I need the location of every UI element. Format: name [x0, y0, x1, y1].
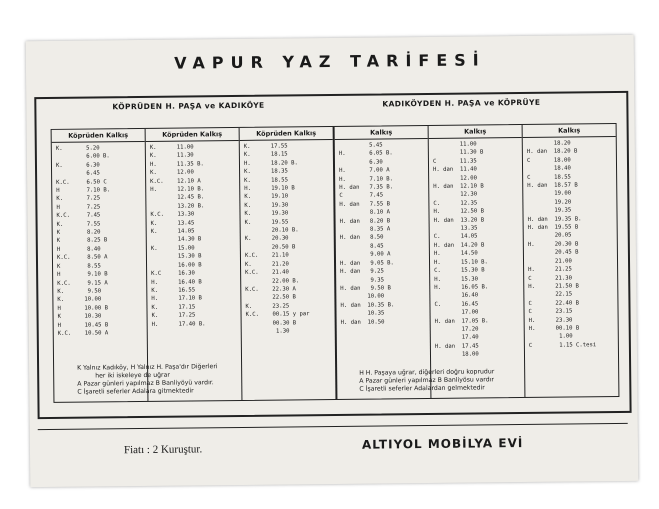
- note-line: A Pazar günleri yapılmaz B Banliyösu vardır: [359, 376, 494, 385]
- column-header: Kalkış: [523, 124, 616, 138]
- timetable-row: 14.30 B: [150, 236, 202, 244]
- column-header: Kalkış: [335, 126, 428, 140]
- timetable-row: 20.10 B.: [244, 227, 299, 234]
- timetable-row: K. 5.20: [55, 145, 100, 152]
- note-line: A Pazar günleri yapılmaz B Banliyöyü vardır.: [77, 379, 214, 388]
- timetable-row: 8.45: [339, 243, 384, 250]
- timetable-row: H. dan 19.55 B: [527, 224, 579, 232]
- section-heading-right: KADIKÖYDEN H. PAŞA ve KÖPRÜYE: [382, 97, 541, 109]
- timetable-row: 19.35: [527, 207, 572, 215]
- timetable-row: H. 23.30: [528, 317, 573, 324]
- timetable-row: K. 19.30: [244, 202, 289, 209]
- timetable-row: C. 12.35: [433, 200, 478, 207]
- timetable-row: K. 17.15: [151, 304, 196, 311]
- notes-right: [359, 368, 494, 393]
- timetable-row: H 8.40: [56, 246, 101, 253]
- timetable-row: K.C. 21.40: [245, 269, 289, 277]
- timetable-row: 22.15: [528, 291, 573, 299]
- timetable-row: 9.00 A: [339, 251, 391, 259]
- timetable-row: H 7.10 B.: [56, 187, 111, 194]
- timetable-row: 9.35: [340, 276, 385, 284]
- timetable-row: 18.40: [527, 165, 571, 173]
- timetable-row: K.C. 7.45: [56, 212, 101, 220]
- timetable-row: H. dan 12.10 B: [433, 183, 484, 190]
- column-body: [335, 139, 431, 399]
- timetable-row: K. 11.00: [149, 144, 194, 151]
- timetable-row: H. dan 14.20 B: [433, 242, 485, 249]
- timetable-row: C. 15.30 B: [434, 267, 485, 275]
- timetable-row: H. 7.10 B.: [339, 175, 394, 183]
- column-2: [146, 128, 243, 401]
- timetable-row: H. dan 17.45: [434, 343, 479, 350]
- timetable-row: H. dan 7.55 B: [339, 201, 390, 208]
- timetable-row: K. 11.30: [149, 152, 194, 160]
- timetable-row: K. 10.00: [57, 296, 102, 304]
- timetable-row: K. 13.45: [150, 220, 195, 227]
- timetable-row: K 10.30: [57, 313, 102, 321]
- timetable-row: 8.35 A: [339, 226, 391, 233]
- timetable-table: [51, 123, 620, 403]
- timetable-row: K.C 16.30: [151, 270, 195, 277]
- timetable-row: 11.30 B: [432, 149, 484, 157]
- timetable-row: 17.20: [434, 326, 479, 333]
- column-1: [52, 129, 149, 402]
- timetable-row: 21.00: [527, 258, 572, 265]
- timetable-row: K.C. 22.30 A: [245, 286, 296, 293]
- timetable-row: K. 19.55: [244, 219, 289, 226]
- timetable-row: K. 6.30: [55, 162, 100, 169]
- column-header: Köprüden Kalkış: [240, 127, 333, 141]
- timetable-row: 1.00: [528, 333, 573, 341]
- timetable-row: H. 11.35 B.: [149, 161, 204, 168]
- timetable-row: 15.30 B: [150, 253, 202, 261]
- timetable-row: H. 17.40 B.: [151, 320, 206, 328]
- timetable-row: C 23.15: [528, 308, 573, 316]
- divider: [38, 423, 628, 430]
- section-heading-left: KÖPRÜDEN H. PAŞA ve KADIKÖYE: [112, 100, 265, 112]
- column-body: [523, 137, 619, 397]
- timetable-row: 12.30: [433, 191, 478, 199]
- timetable-row: K. 23.25: [245, 303, 290, 310]
- note-line: her iki iskeleye de uğrar: [95, 371, 170, 380]
- timetable-row: 5.45: [338, 142, 383, 149]
- column-body: [240, 140, 336, 400]
- timetable-row: K. 18.55: [244, 177, 288, 184]
- column-body: [429, 138, 525, 398]
- timetable-row: 13.35: [433, 225, 478, 232]
- timetable-row: H 9.10 B: [57, 271, 108, 278]
- timetable-row: K. 21.20: [245, 261, 289, 268]
- timetable-row: C 22.40 B: [528, 300, 580, 307]
- timetable-row: 1.30: [245, 328, 290, 335]
- timetable-row: C 18.00: [526, 157, 571, 164]
- timetable-row: 10.00: [340, 293, 385, 301]
- timetable-row: 18.00: [434, 351, 479, 359]
- timetable-row: 6.00 B.: [55, 153, 110, 161]
- timetable-row: K. 16.55: [151, 287, 196, 294]
- timetable-row: K. 7.55: [56, 221, 101, 228]
- timetable-row: H. dan 18.57 B: [527, 182, 578, 189]
- timetable-row: H. 21.50 B: [528, 283, 579, 290]
- column-4: [335, 126, 432, 399]
- timetable-row: K.C. 8.50 A: [56, 254, 108, 262]
- timetable-row: K.C. 9.15 A: [57, 279, 108, 287]
- timetable-row: K.C. 13.30: [150, 211, 195, 219]
- timetable-row: H. 15.30: [434, 275, 479, 283]
- timetable-row: H. dan 17.05 B.: [434, 317, 489, 325]
- timetable-row: H. 14.50: [433, 250, 478, 258]
- timetable-row: 20.45 B: [527, 249, 579, 257]
- timetable-row: H. 00.10 B: [528, 325, 580, 332]
- brand-text: ALTIYOL MOBİLYA EVİ: [361, 436, 524, 452]
- timetable-row: H. dan 9.50 B: [340, 285, 391, 292]
- column-5: [429, 125, 526, 398]
- timetable-row: H. dan 19.35 B.: [527, 216, 582, 223]
- timetable-row: K. 19.30: [244, 210, 289, 218]
- timetable-row: 19.20: [527, 199, 572, 206]
- timetable-row: K.C. 6.50 C: [56, 178, 107, 186]
- timetable-row: 13.20 B.: [150, 203, 205, 210]
- column-body: [52, 142, 148, 402]
- timetable-row: 20.05: [527, 232, 572, 240]
- column-header: Kalkış: [429, 125, 522, 139]
- column-header: Köprüden Kalkış: [52, 129, 145, 143]
- timetable-row: K. 14.05: [150, 228, 195, 235]
- timetable-row: 12.45 B.: [150, 194, 205, 202]
- page-title: VAPUR YAZ TARİFESİ: [174, 50, 486, 73]
- timetable-row: K.C. 10.50 A: [57, 330, 109, 337]
- timetable-row: H. dan 8.20 B: [339, 218, 391, 225]
- timetable-row: H. 15.10 B.: [433, 259, 488, 266]
- timetable-row: 10.35: [340, 310, 385, 318]
- timetable-row: C 21.30: [528, 274, 573, 282]
- timetable-row: H. 21.25: [528, 266, 572, 274]
- timetable-row: K.C. 21.10: [244, 252, 289, 260]
- timetable-row: K. 15.00: [150, 245, 195, 252]
- timetable-row: K. 12.00: [150, 169, 194, 177]
- timetable-row: H. 18.20 B.: [243, 160, 298, 167]
- timetable-row: H. dan 7.35 B.: [339, 184, 394, 191]
- timetable-row: K 8.55: [57, 263, 101, 270]
- timetable-row: H. dan 13.20 B: [433, 217, 485, 224]
- price-text: Fiatı : 2 Kuruştur.: [123, 443, 203, 457]
- timetable-row: 17.00: [434, 309, 479, 317]
- timetable-row: 8.10 A: [339, 209, 391, 217]
- timetable-row: H. dan 10.50: [340, 318, 385, 326]
- timetable-row: H. 12.10 B.: [150, 186, 205, 193]
- timetable-row: C 18.55: [527, 174, 571, 181]
- timetable-row: K.C. 00.15 y par: [245, 311, 310, 319]
- timetable-row: 11.00: [432, 141, 477, 148]
- timetable-row: 22.00 B.: [245, 277, 300, 285]
- timetable-row: 00.30 B: [245, 319, 297, 327]
- column-body: [146, 141, 242, 401]
- timetable-row: K.C. 12.10 A: [150, 177, 201, 185]
- timetable-row: H. dan 8.50: [339, 234, 384, 242]
- timetable-row: 20.50 B: [244, 244, 296, 251]
- timetable-row: H 10.00 B: [57, 305, 109, 312]
- timetable-row: K. 20.30: [244, 235, 289, 243]
- timetable-row: H. 19.10 B: [244, 185, 295, 192]
- notes-left: [77, 363, 218, 396]
- timetable-row: K. 7.25: [56, 195, 101, 203]
- timetable-row: H. 6.05 B.: [338, 150, 393, 158]
- timetable-row: K. 17.25: [151, 312, 196, 320]
- timetable-row: K 8.25 B: [56, 237, 108, 245]
- column-header: Köprüden Kalkış: [146, 128, 239, 142]
- timetable-row: H. 20.30 B: [527, 241, 579, 248]
- timetable-row: H. dan 11.40: [433, 166, 477, 174]
- timetable-row: C 1.15 C.tesi: [528, 341, 597, 349]
- timetable-row: H. 16.40 B: [151, 278, 202, 286]
- timetable-row: K. 18.35: [244, 168, 288, 176]
- timetable-row: 16.40: [434, 292, 479, 300]
- column-3: [240, 127, 338, 400]
- timetable-row: H. dan 9.25: [340, 268, 384, 276]
- timetable-row: 12.00: [433, 175, 477, 182]
- timetable-row: H. dan 9.05 B.: [339, 260, 394, 267]
- column-6: [523, 124, 619, 397]
- timetable-row: H 7.25: [56, 204, 101, 211]
- timetable-row: 16.00 B: [151, 262, 202, 269]
- timetable-row: 22.50 B: [245, 294, 296, 302]
- timetable-row: H. dan 18.20 B: [526, 148, 578, 156]
- note-line: H H. Paşaya uğrar, diğerleri doğru koprudur: [359, 368, 495, 377]
- timetable-row: 6.30: [338, 159, 383, 166]
- timetable-row: H. 17.10 B: [151, 295, 202, 303]
- timetable-row: H 10.45 B: [57, 321, 109, 329]
- timetable-row: 18.20: [526, 140, 571, 147]
- timetable-row: 17.40: [434, 334, 479, 342]
- timetable-row: K 8.20: [56, 229, 101, 236]
- timetable-row: K. 9.50: [57, 288, 102, 295]
- timetable-row: K. 18.15: [243, 151, 288, 159]
- timetable-row: H. dan 10.35 B.: [340, 302, 395, 309]
- note-line: C İşaretli seferler Adalara gitmektedir: [77, 387, 194, 396]
- timetable-row: H. 7.00 A: [339, 167, 390, 175]
- timetable-row: 6.45: [56, 170, 100, 178]
- timetable-row: C. 16.45: [434, 301, 479, 308]
- timetable-row: K. 19.10: [244, 193, 289, 201]
- timetable-row: C. 14.05: [433, 233, 478, 241]
- timetable-row: H. 16.05 B.: [434, 284, 489, 291]
- timetable-row: 19.00: [527, 190, 572, 198]
- timetable-card: [26, 35, 639, 487]
- timetable-row: H. 12.50 B: [433, 208, 485, 216]
- timetable-row: C 11.35: [432, 158, 477, 165]
- note-line: K Yalnız Kadıköy, H Yalnız H. Paşa'dır Diğerleri: [77, 363, 218, 372]
- timetable-row: C 7.45: [339, 192, 384, 200]
- note-line: C İşaretli seferler Adalardan gelmektedir: [359, 384, 485, 393]
- timetable-row: K. 17.55: [243, 143, 288, 150]
